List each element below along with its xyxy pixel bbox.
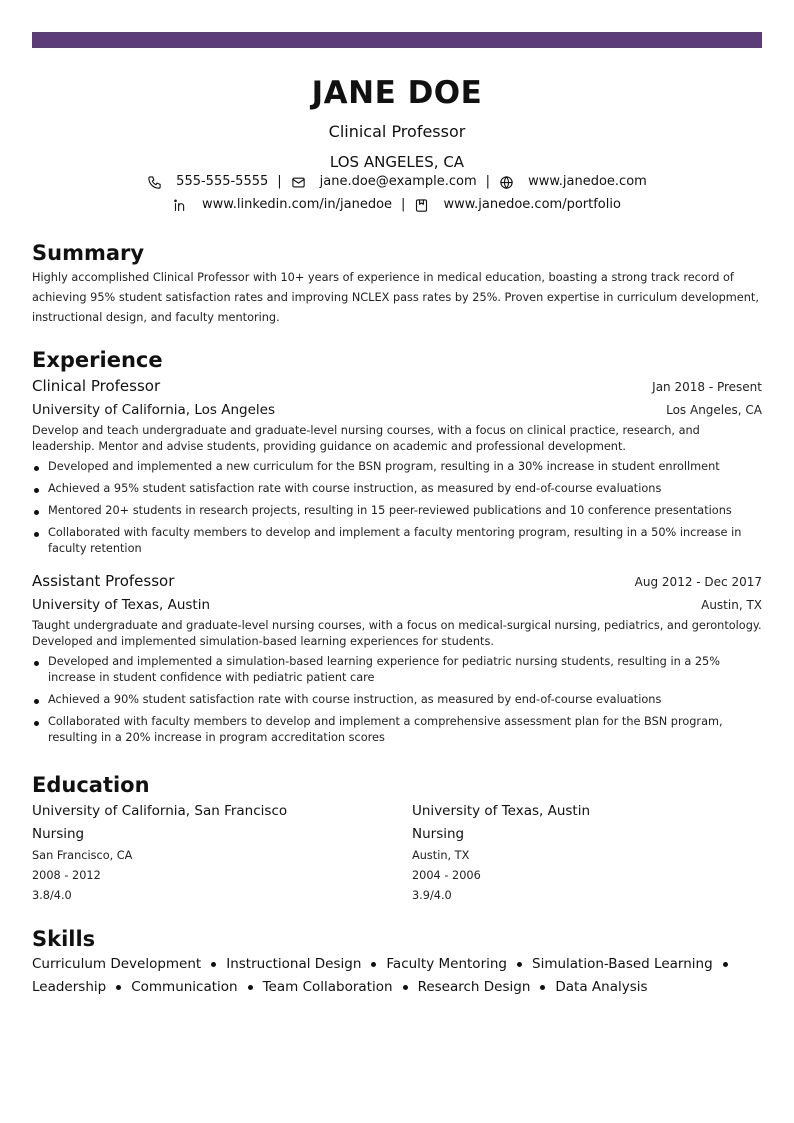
phone-icon	[147, 175, 162, 190]
bullet-dot	[517, 962, 522, 967]
job-bullets	[32, 459, 762, 557]
job-entry	[32, 571, 762, 746]
skills-section	[32, 926, 762, 999]
job-org: University of Texas, Austin	[32, 597, 211, 613]
skill-item: Leadership	[32, 979, 107, 995]
bullet-dot	[211, 962, 216, 967]
bullet-dot	[116, 985, 121, 990]
summary-text: Highly accomplished Clinical Professor with 10+ years of experience in medical education, boasting a strong track record of achieving 95% student satisfaction rates and improving NCLEX pass rates by 25%. Proven expertise in curriculum development, instructional design, and faculty mentoring.	[32, 271, 759, 324]
summary-section	[32, 240, 762, 328]
skill-item: Instructional Design	[226, 956, 362, 972]
contact-row-1	[32, 172, 762, 192]
job-description: Develop and teach undergraduate and graduate-level nursing courses, with a focus on clinical practice, research, and leadership. Mentor and advise students, providing guidance on academic and professional development.	[32, 424, 700, 453]
skill-item: Curriculum Development	[32, 956, 202, 972]
list-item: Developed and implemented a new curriculum for the BSN program, resulting in a 30% increase in student enrollment	[32, 459, 762, 475]
edu-field: Nursing	[32, 826, 85, 842]
separator: |	[277, 174, 282, 189]
education-entry	[32, 800, 412, 906]
bullet-dot	[248, 985, 253, 990]
experience-heading: Experience	[32, 348, 163, 372]
list-item: Developed and implemented a simulation-based learning experience for pediatric nursing students, resulting in a 25% increase in student confidence with pediatric patient care	[32, 654, 762, 686]
edu-dates: 2008 - 2012	[32, 869, 101, 882]
summary-heading: Summary	[32, 241, 145, 265]
skill-item: Faculty Mentoring	[386, 956, 507, 972]
phone-text[interactable]: 555-555-5555	[176, 174, 269, 189]
bullet-dot	[723, 962, 728, 967]
resume-header	[32, 72, 762, 215]
job-location: Austin, TX	[701, 598, 762, 612]
job-bullets	[32, 654, 762, 746]
list-item: Achieved a 90% student satisfaction rate with course instruction, as measured by end-of-course evaluations	[32, 692, 762, 708]
bullet-dot	[403, 985, 408, 990]
education-section	[32, 772, 762, 906]
job-entry	[32, 376, 762, 557]
list-item: Collaborated with faculty members to develop and implement a faculty mentoring program, resulting in a 50% increase in faculty retention	[32, 525, 762, 557]
skill-item: Team Collaboration	[262, 979, 393, 995]
edu-school: University of California, San Francisco	[32, 803, 288, 819]
skill-item: Simulation-Based Learning	[532, 956, 713, 972]
education-heading: Education	[32, 773, 150, 797]
portfolio-icon	[414, 198, 429, 213]
edu-dates: 2004 - 2006	[412, 869, 481, 882]
job-role: Clinical Professor	[32, 377, 161, 395]
candidate-name: JANE DOE	[311, 75, 483, 111]
job-location: Los Angeles, CA	[666, 403, 762, 417]
job-org: University of California, Los Angeles	[32, 402, 276, 418]
edu-location: San Francisco, CA	[32, 849, 133, 862]
skills-heading: Skills	[32, 927, 96, 951]
edu-school: University of Texas, Austin	[412, 803, 591, 819]
job-description: Taught undergraduate and graduate-level nursing courses, with a focus on medical-surgical nursing, pediatrics, and gerontology. Developed and implemented simulation-based learning experiences for students.	[32, 619, 762, 648]
email-link[interactable]: jane.doe@example.com	[319, 174, 477, 189]
list-item: Achieved a 95% student satisfaction rate with course instruction, as measured by end-of-course evaluations	[32, 481, 762, 497]
candidate-location: LOS ANGELES, CA	[329, 153, 465, 171]
skill-item: Data Analysis	[555, 979, 648, 995]
experience-section	[32, 347, 762, 752]
accent-bar	[32, 32, 762, 48]
skill-item: Communication	[131, 979, 238, 995]
edu-gpa: 3.8/4.0	[32, 889, 72, 902]
candidate-title: Clinical Professor	[328, 122, 466, 141]
bullet-dot	[371, 962, 376, 967]
skill-item: Research Design	[417, 979, 531, 995]
contact-row-2	[32, 195, 762, 215]
job-dates: Jan 2018 - Present	[652, 380, 762, 394]
list-item: Collaborated with faculty members to develop and implement a comprehensive assessment plan for the BSN program, resulting in a 20% increase in program accreditation scores	[32, 714, 762, 746]
website-link[interactable]: www.janedoe.com	[528, 174, 647, 189]
bullet-dot	[540, 985, 545, 990]
list-item: Mentored 20+ students in research projects, resulting in 15 peer-reviewed publications and 10 conference presentations	[32, 503, 762, 519]
job-dates: Aug 2012 - Dec 2017	[634, 575, 762, 589]
edu-field: Nursing	[412, 826, 465, 842]
education-entry	[412, 800, 762, 906]
separator: |	[401, 197, 406, 212]
linkedin-link[interactable]: www.linkedin.com/in/janedoe	[202, 197, 393, 212]
edu-gpa: 3.9/4.0	[412, 889, 452, 902]
edu-location: Austin, TX	[412, 849, 470, 862]
linkedin-icon	[173, 198, 188, 213]
job-role: Assistant Professor	[32, 572, 175, 590]
globe-icon	[499, 175, 514, 190]
skills-list	[32, 953, 762, 999]
separator: |	[485, 174, 491, 189]
mail-icon	[291, 175, 306, 190]
portfolio-link[interactable]: www.janedoe.com/portfolio	[443, 197, 621, 212]
